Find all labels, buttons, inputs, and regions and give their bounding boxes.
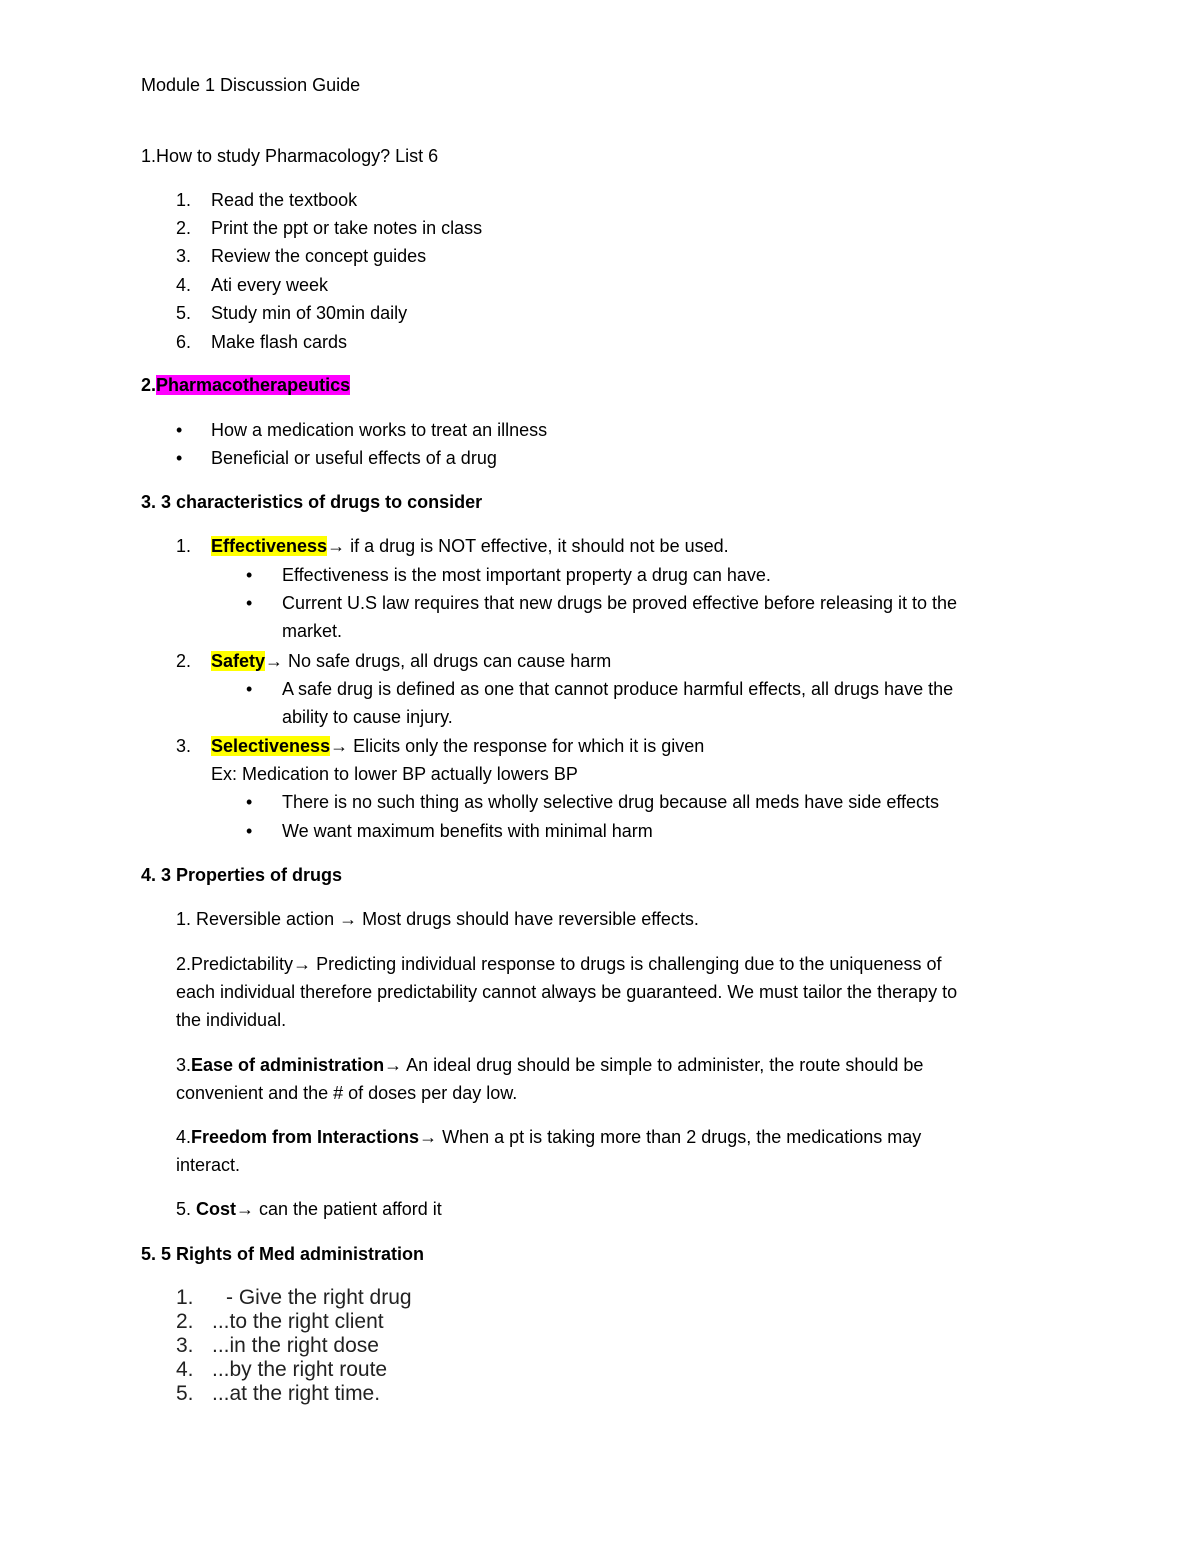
- list-item-continuation: market.: [282, 621, 343, 641]
- term-bold: Ease of administration: [191, 1055, 385, 1075]
- list-number: 5.: [176, 303, 192, 323]
- q4-heading: 4. 3 Properties of drugs: [141, 865, 343, 885]
- list-item-continuation: ability to cause injury.: [282, 707, 453, 727]
- q2-number: 2.: [141, 375, 157, 395]
- paragraph-line: each individual therefore predictability cannot always be guaranteed. We must tailor the therapy to: [176, 982, 958, 1002]
- property-cost: 5. Cost→ can the patient afford it: [176, 1199, 442, 1219]
- q2-heading-highlight: Pharmacotherapeutics: [156, 375, 351, 395]
- property-predictability: 2.Predictability→ Predicting individual response to drugs is challenging due to the uniqueness of: [176, 954, 942, 974]
- characteristic-effectiveness: 1. Effectiveness→ if a drug is NOT effective, it should not be used.: [176, 536, 729, 556]
- list-item: 5. ...at the right time.: [176, 1382, 381, 1405]
- list-text: Ati every week: [211, 275, 329, 295]
- list-text: Make flash cards: [211, 332, 348, 352]
- term-bold: Freedom from Interactions: [191, 1127, 420, 1147]
- arrow-right-icon: →: [419, 1127, 438, 1147]
- list-number: 6.: [176, 332, 192, 352]
- list-number: 1.: [176, 190, 192, 210]
- list-number: 2.: [176, 651, 192, 671]
- list-text: Study min of 30min daily: [211, 303, 408, 323]
- characteristic-safety: 2. Safety→ No safe drugs, all drugs can cause harm: [176, 651, 612, 671]
- bullet-icon: •: [176, 448, 183, 468]
- q3-heading: 3. 3 characteristics of drugs to consider: [141, 492, 483, 512]
- list-item: [176, 274, 329, 296]
- list-item: 3. ...in the right dose: [176, 1334, 379, 1357]
- bullet-icon: •: [246, 821, 253, 841]
- property-interactions: 4.Freedom from Interactions→ When a pt is taking more than 2 drugs, the medications may: [176, 1127, 922, 1147]
- bullet-icon: •: [246, 679, 253, 699]
- arrow-right-icon: →: [339, 909, 358, 929]
- list-item: • Effectiveness is the most important property a drug can have.: [246, 565, 771, 585]
- list-number: 2.: [176, 218, 192, 238]
- arrow-right-icon: →: [384, 1055, 403, 1075]
- list-item: • Current U.S law requires that new drugs be proved effective before releasing it to the: [246, 593, 958, 613]
- term-bold: Cost: [196, 1199, 237, 1219]
- characteristic-selectiveness: 3. Selectiveness→ Elicits only the response for which it is given: [176, 736, 705, 756]
- bullet-icon: •: [246, 792, 253, 812]
- list-number: 3.: [176, 246, 192, 266]
- list-item: [176, 302, 408, 324]
- list-item: • We want maximum benefits with minimal harm: [246, 821, 653, 841]
- list-number: 2.: [176, 1310, 194, 1333]
- q1-heading: 1.How to study Pharmacology? List 6: [141, 146, 439, 166]
- list-text: Review the concept guides: [211, 246, 427, 266]
- arrow-right-icon: →: [236, 1199, 255, 1219]
- arrow-right-icon: →: [327, 536, 346, 556]
- list-item: [176, 331, 348, 353]
- document-title: Module 1 Discussion Guide: [141, 75, 361, 95]
- list-number: 4.: [176, 1358, 194, 1381]
- bullet-icon: •: [246, 593, 253, 613]
- list-number: 1.: [176, 536, 192, 556]
- list-item: [176, 217, 483, 239]
- term-highlight: Effectiveness: [211, 536, 328, 556]
- list-number: 4.: [176, 275, 192, 295]
- list-number: 3.: [176, 736, 192, 756]
- term-highlight: Safety: [211, 651, 266, 671]
- q2-heading: [141, 374, 350, 396]
- bullet-icon: •: [176, 420, 183, 440]
- arrow-right-icon: →: [330, 736, 349, 756]
- list-item: • Beneficial or useful effects of a drug: [176, 448, 497, 468]
- example-text: Ex: Medication to lower BP actually lowers BP: [211, 764, 578, 784]
- list-number: 3.: [176, 1334, 194, 1357]
- term-highlight: Selectiveness: [211, 736, 331, 756]
- list-item: 2. ...to the right client: [176, 1310, 384, 1333]
- property-ease: 3.Ease of administration→ An ideal drug should be simple to administer, the route should be: [176, 1055, 924, 1075]
- list-text: Read the textbook: [211, 190, 358, 210]
- list-item: • There is no such thing as wholly selective drug because all meds have side effects: [246, 792, 940, 812]
- arrow-right-icon: →: [265, 651, 284, 671]
- list-number: 5.: [176, 1382, 194, 1405]
- q5-heading: 5. 5 Rights of Med administration: [141, 1244, 425, 1264]
- list-text: Print the ppt or take notes in class: [211, 218, 483, 238]
- paragraph-line: the individual.: [176, 1010, 287, 1030]
- list-item: 4. ...by the right route: [176, 1358, 388, 1381]
- list-item: [176, 245, 427, 267]
- arrow-right-icon: →: [293, 954, 312, 974]
- list-item: • How a medication works to treat an illness: [176, 420, 548, 440]
- list-item: • A safe drug is defined as one that cannot produce harmful effects, all drugs have the: [246, 679, 954, 699]
- property-reversible: 1. Reversible action → Most drugs should have reversible effects.: [176, 909, 699, 929]
- list-item: 1. - Give the right drug: [176, 1286, 412, 1309]
- paragraph-line: interact.: [176, 1155, 241, 1175]
- list-number: 1.: [176, 1286, 194, 1309]
- list-item: [176, 189, 358, 211]
- paragraph-line: convenient and the # of doses per day low.: [176, 1083, 518, 1103]
- bullet-icon: •: [246, 565, 253, 585]
